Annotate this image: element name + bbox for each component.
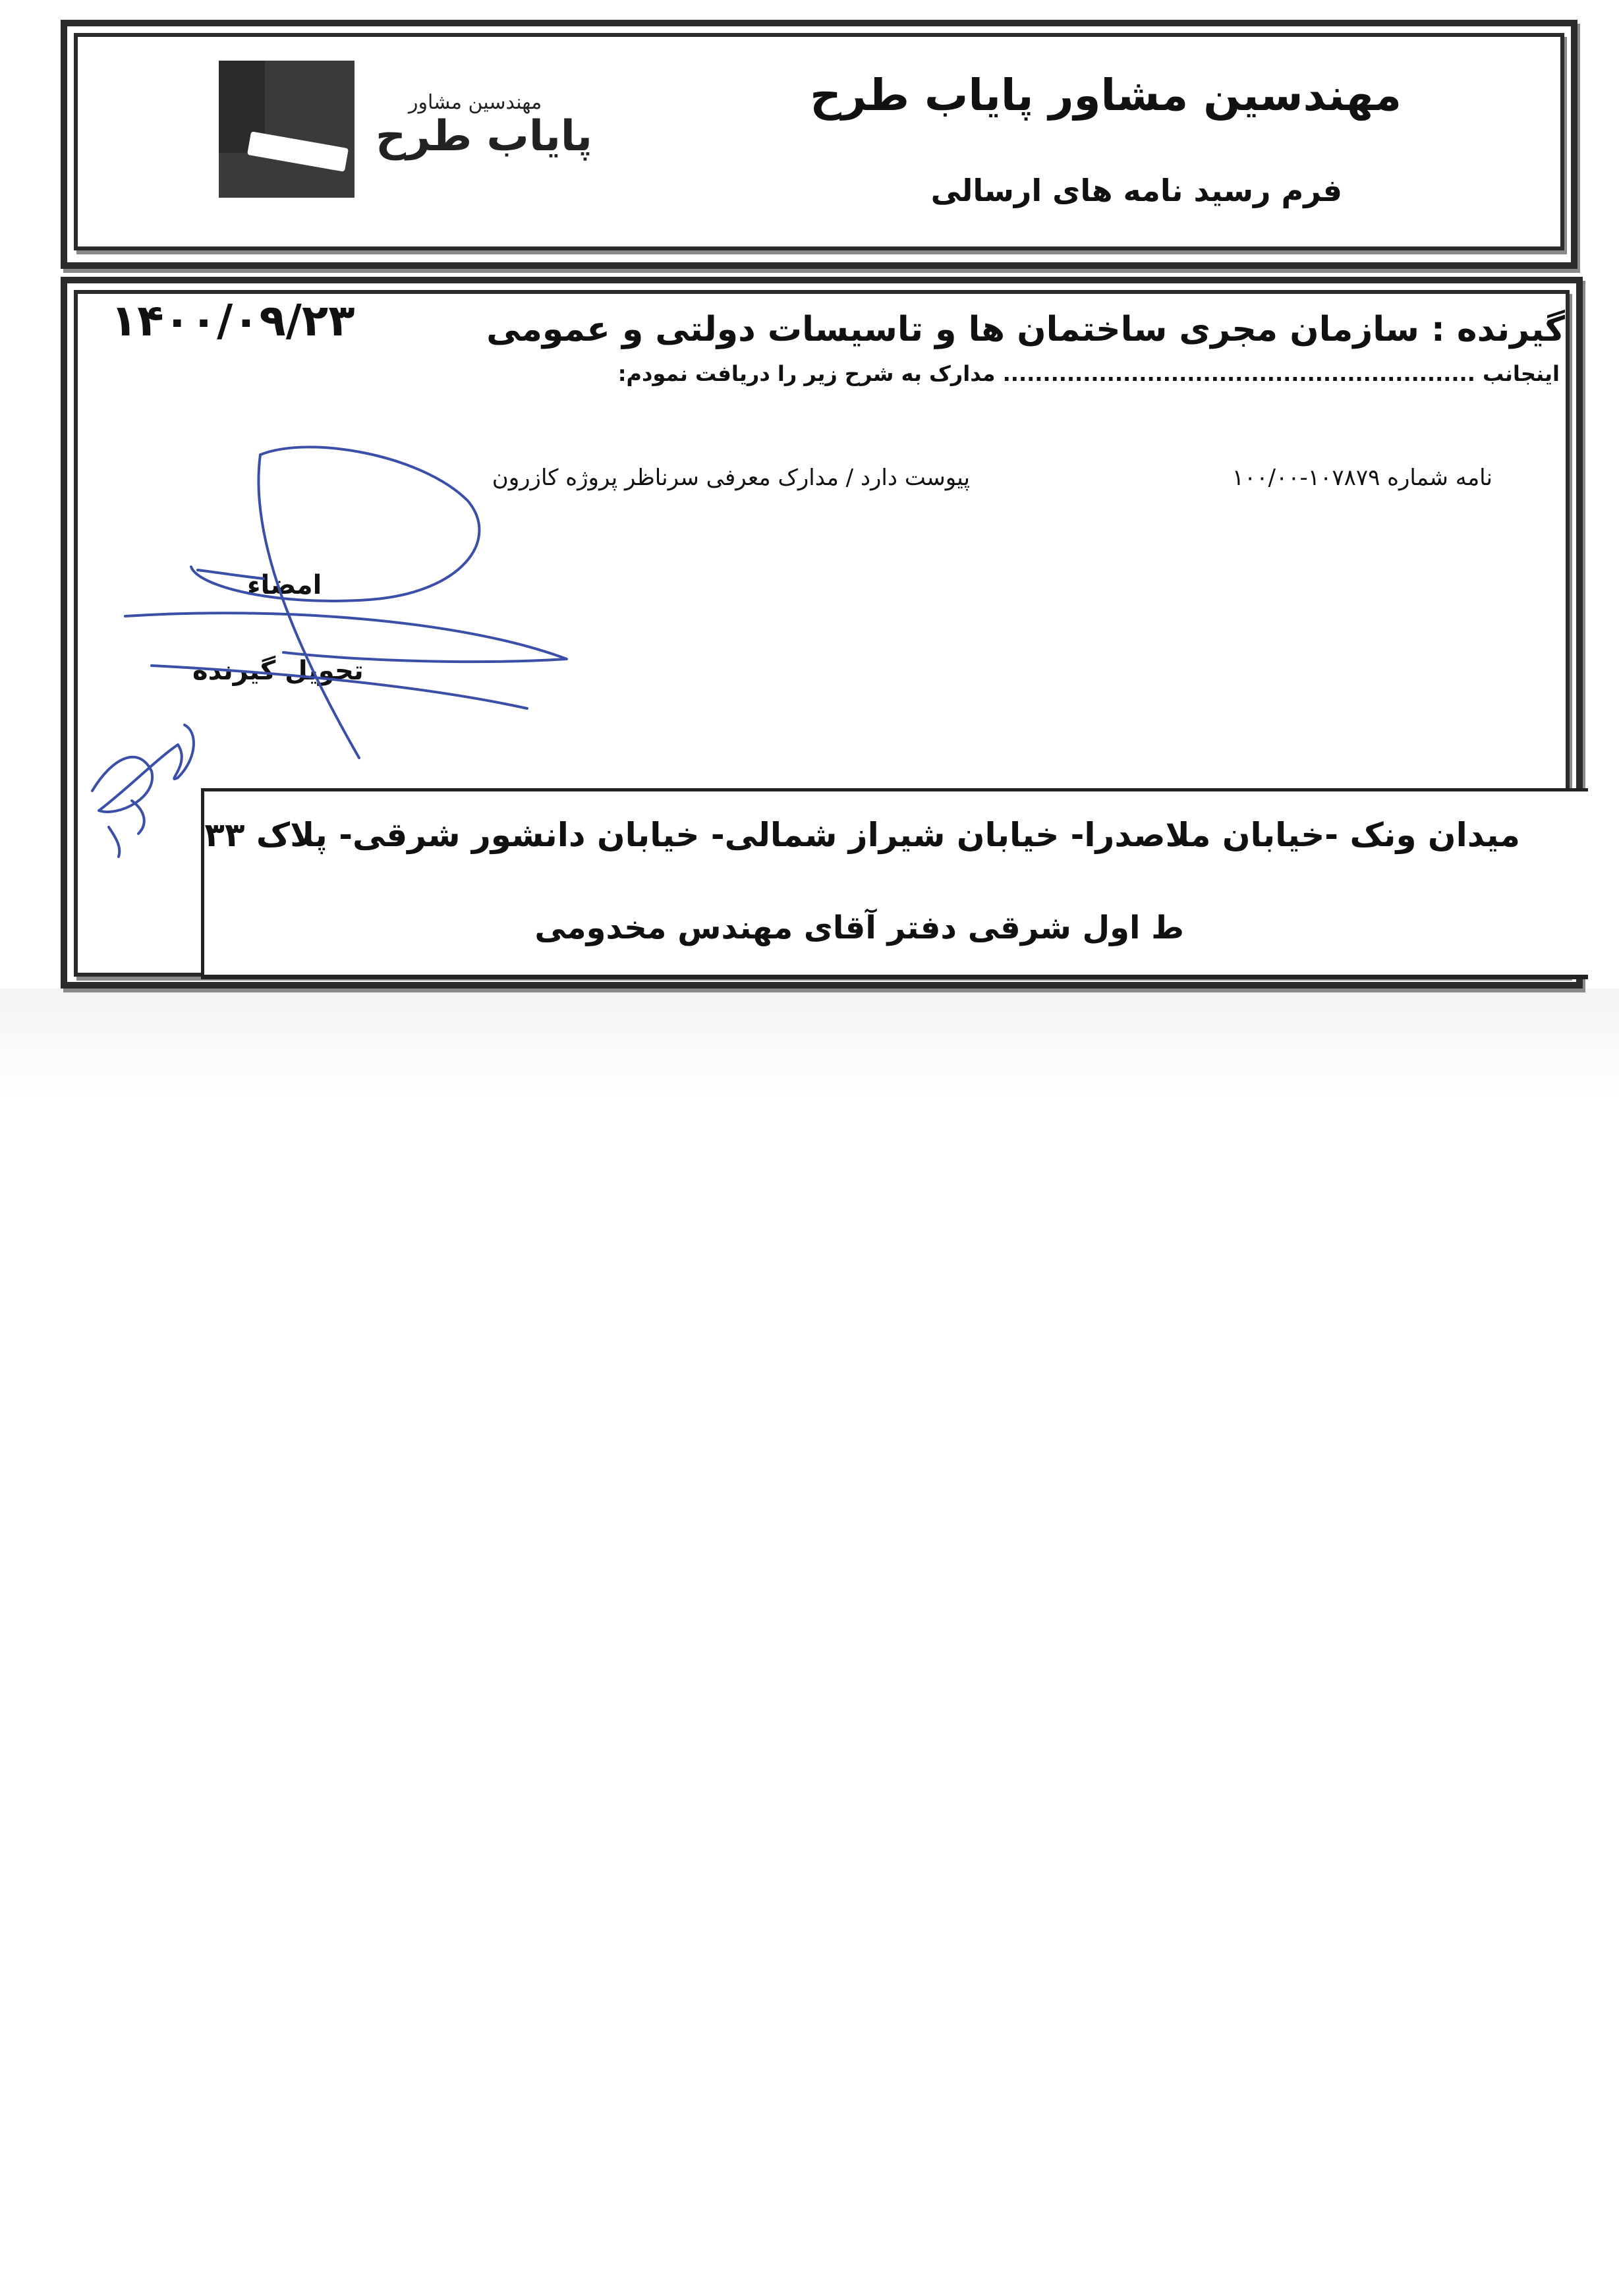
signature-label: امضاء [247,570,322,600]
company-logo-icon [219,61,355,198]
company-title: مهندسین مشاور پایاب طرح [810,70,1402,121]
receiver-label: تحویل گیرنده [192,656,364,686]
letter-number: نامه شماره ۱۰۷۸۷۹-۱۰۰/۰۰ [1232,465,1492,491]
form-title: فرم رسید نامه های ارسالی [930,173,1342,208]
logo-wordmark: پایاب طرح [376,112,592,161]
logo-subtitle: مهندسین مشاور [409,91,542,114]
address-line-2: ط اول شرقی دفتر آقای مهندس مخدومی [534,909,1184,946]
receipt-date: ۱۴۰۰/۰۹/۲۳ [111,295,355,346]
acknowledgement-line: اینجانب ........................................................... مدارک به شرح زیر را دریافت نمودم: [617,361,1560,386]
scan-shadow [0,989,1619,1101]
recipient-line: گیرنده : سازمان مجری ساختمان ها و تاسیسات دولتی و عمومی [486,310,1565,349]
address-line-1: میدان ونک -خیابان ملاصدرا- خیابان شیراز شمالی- خیابان دانشور شرقی- پلاک ۳۳ [204,816,1520,854]
attachment-note: پیوست دارد / مدارک معرفی سرناظر پروژه کازرون [492,465,970,491]
